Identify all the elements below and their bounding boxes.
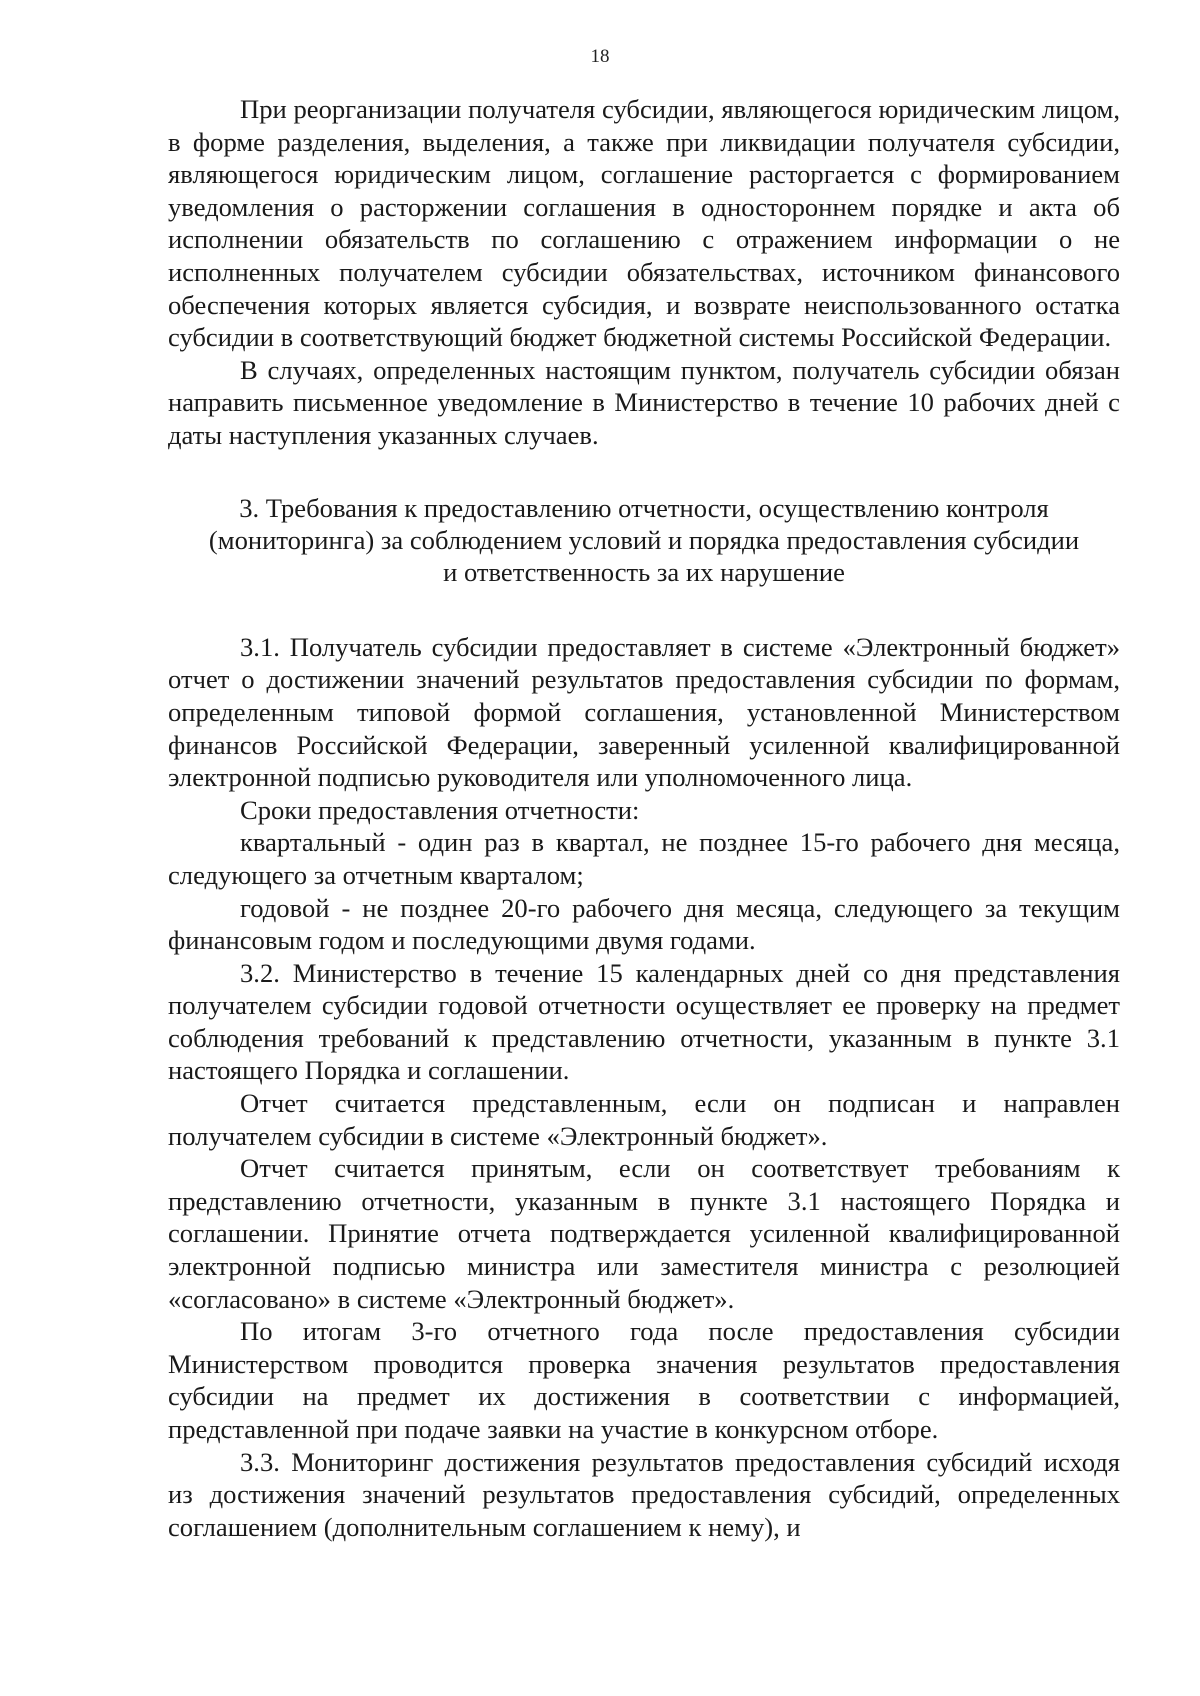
section-heading-line-2: (мониторинга) за соблюдением условий и порядка предоставления субсидии xyxy=(208,524,1080,555)
paragraph-notification: В случаях, определенных настоящим пунктом, получатель субсидии обязан направить письменное уведомление в Министерство в течение 10 рабочих дней с даты наступления указанных случаев. xyxy=(168,354,1120,450)
paragraph-3-2: 3.2. Министерство в течение 15 календарных дней со дня представления получателем субсидии годовой отчетности осуществляет ее проверку на предмет соблюдения требований к представлению отчетности, указанным в пункте 3.1 настоящего Порядка и соглашении. xyxy=(168,957,1120,1086)
paragraph-reorganization: При реорганизации получателя субсидии, являющегося юридическим лицом, в форме разделения, выделения, а также при ликвидации получателя субсидии, являющегося юридическим лицом, соглашение расторгается с формированием уведомления о расторжении соглашения в одностороннем порядке и акта об исполнении обязательств по соглашению с отражением информации о не исполненных получателем субсидии обязательствах, источником финансового обеспечения которых является субсидия, и возврате неиспользованного остатка субсидии в соответствующий бюджет бюджетной системы Российской Федерации. xyxy=(168,94,1120,353)
paragraph-report-accepted: Отчет считается принятым, если он соответствует требованиям к представлению отчетности, указанным в пункте 3.1 настоящего Порядка и соглашении. Принятие отчета подтверждается усиленной квалифицированной электронной подписью министра или заместителя министра с резолюцией «согласовано» в системе «Электронный бюджет». xyxy=(168,1153,1120,1314)
page-number: 18 xyxy=(590,46,610,67)
paragraph-3-3: 3.3. Мониторинг достижения результатов предоставления субсидий исходя из достижения значений результатов предоставления субсидий, определенных соглашением (дополнительным соглашением к нему), и xyxy=(168,1446,1120,1542)
paragraph-annual: годовой - не позднее 20-го рабочего дня месяца, следующего за текущим финансовым годом и последующими двумя годами. xyxy=(168,892,1120,956)
paragraph-3-1: 3.1. Получатель субсидии предоставляет в системе «Электронный бюджет» отчет о достижении значений результатов предоставления субсидии по формам, определенным типовой формой соглашения, установленной Министерством финансов Российской Федерации, заверенный усиленной квалифицированной электронной подписью руководителя или уполномоченного лица. xyxy=(168,631,1120,793)
section-heading xyxy=(168,492,1120,589)
document-body xyxy=(168,93,1120,1543)
paragraph-quarterly: квартальный - один раз в квартал, не позднее 15-го рабочего дня месяца, следующего за отчетным кварталом; xyxy=(168,827,1120,890)
paragraph-report-submitted: Отчет считается представленным, если он подписан и направлен получателем субсидии в системе «Электронный бюджет». xyxy=(168,1088,1120,1151)
section-heading-line-3: и ответственность за их нарушение xyxy=(443,557,845,588)
paragraph-reporting-deadlines: Сроки предоставления отчетности: xyxy=(240,794,640,825)
spacer xyxy=(168,452,1120,492)
section-heading-line-1: 3. Требования к предоставлению отчетности, осуществлению контроля xyxy=(239,492,1049,523)
paragraph-third-year-check: По итогам 3-го отчетного года после предоставления субсидии Министерством проводится проверка значения результатов предоставления субсидии на предмет их достижения в соответствии с информацией, представленной при подаче заявки на участие в конкурсном отборе. xyxy=(168,1316,1120,1444)
spacer xyxy=(168,589,1120,631)
